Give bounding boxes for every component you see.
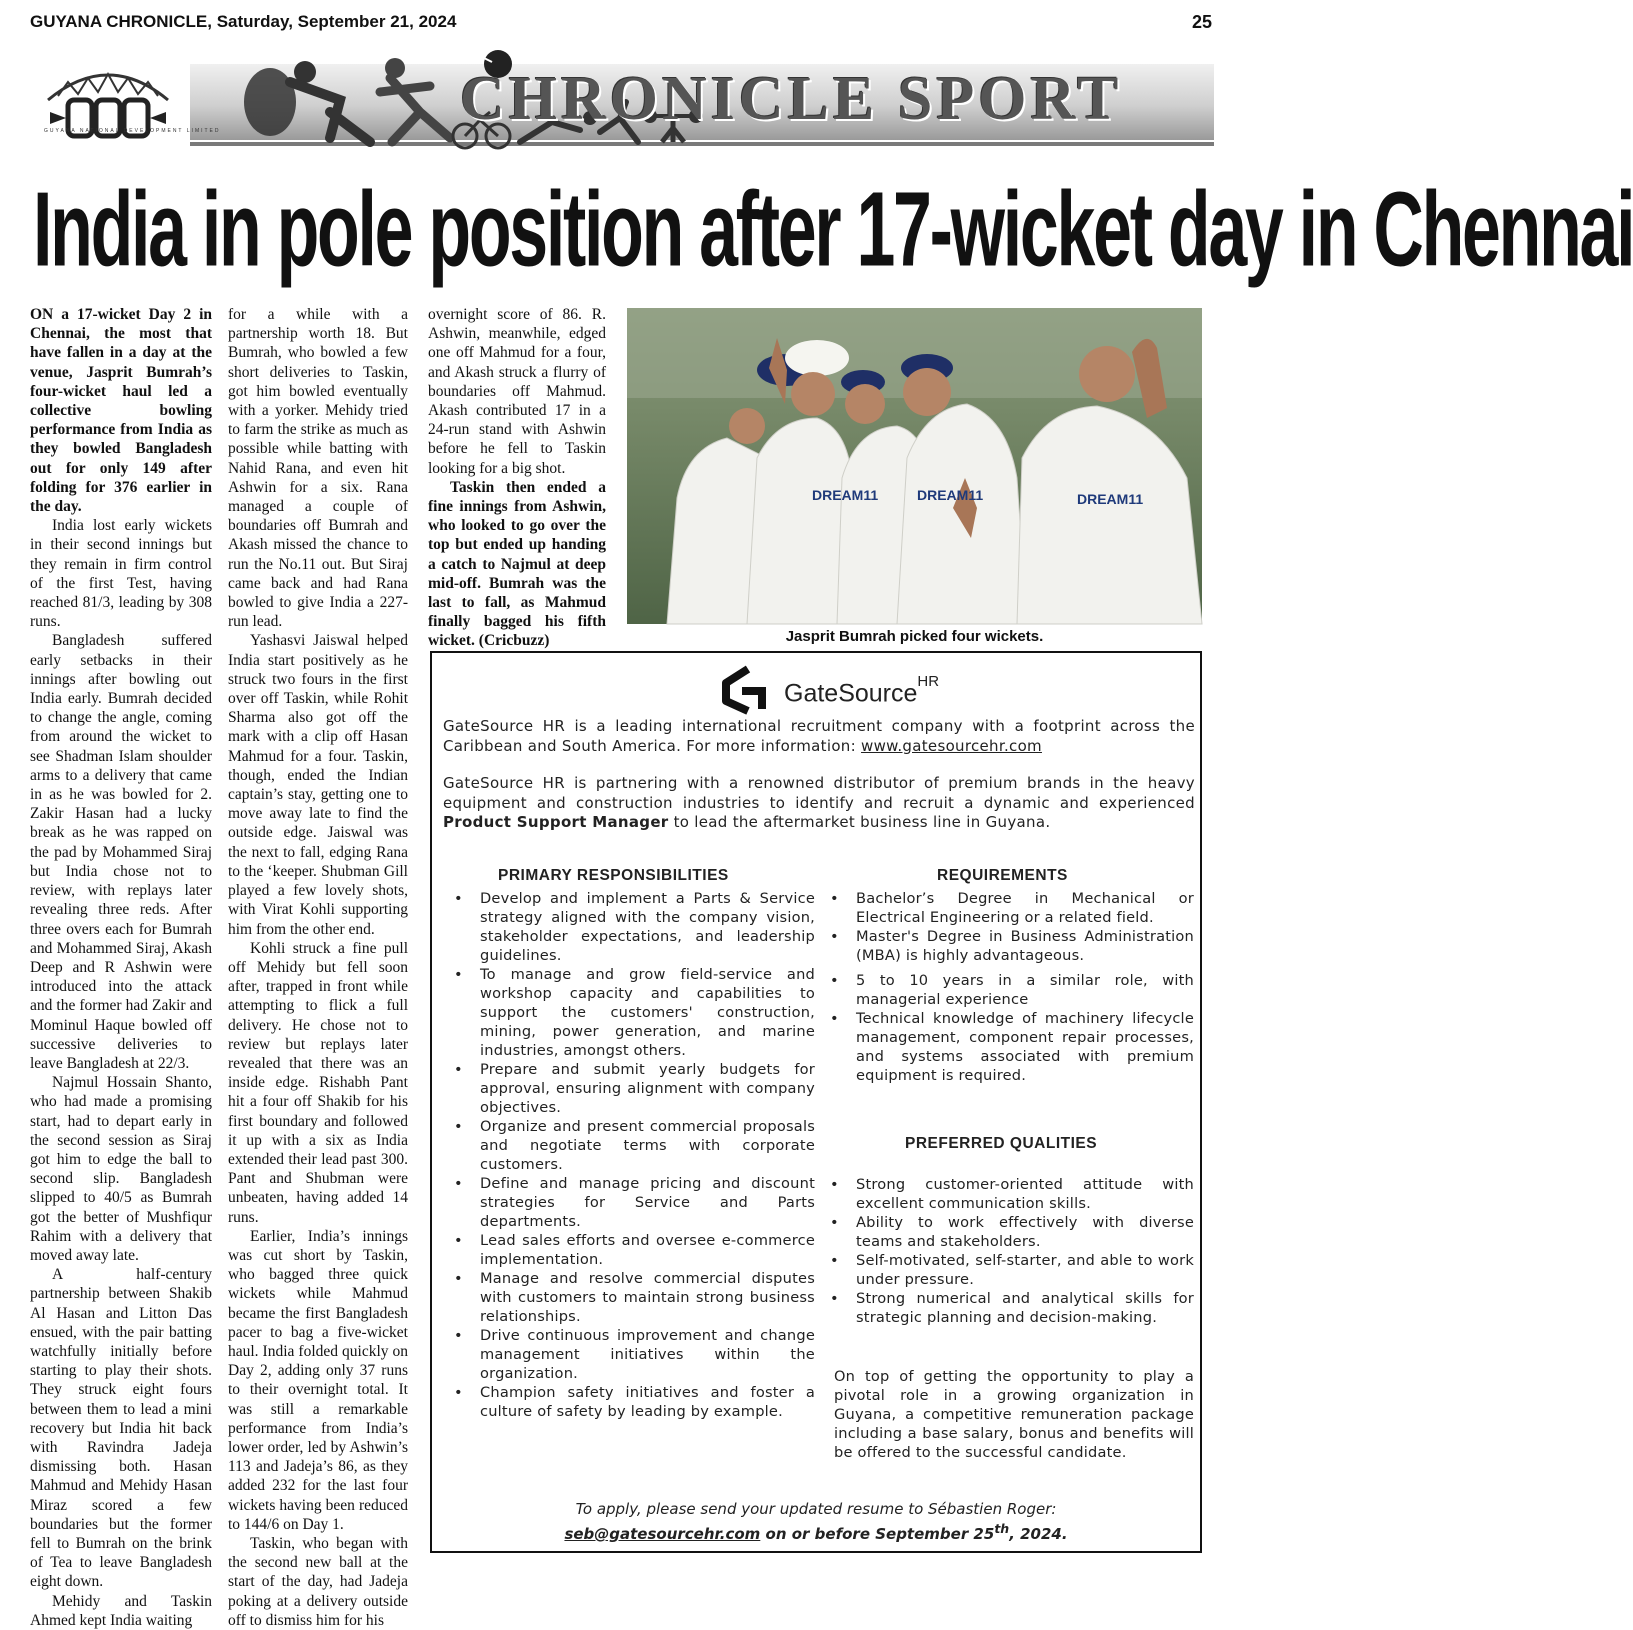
- preferred-list: [826, 1175, 1194, 1327]
- list-item: • Champion safety initiatives and foster a culture of safety by leading by example.: [450, 1383, 815, 1421]
- list-item: • Bachelor’s Degree in Mechanical or Electrical Engineering or a related field.: [826, 889, 1194, 927]
- article-paragraph: Mehidy and Taskin Ahmed kept India waiting: [30, 1592, 212, 1629]
- article-column-3: [428, 305, 606, 651]
- gatesource-brand: [784, 673, 940, 708]
- list-item: • Ability to work effectively with diverse teams and stakeholders.: [826, 1213, 1194, 1251]
- article-paragraph: Najmul Hossain Shanto, who had made a promising start, had to depart early in the second session as Siraj got him to edge the ball to second slip. Bangladesh slipped to 40/5 as Bumrah got the better of Mushfiqur Rahim with a delivery that moved away late.: [30, 1074, 212, 1264]
- list-item: • To manage and grow field-service and workshop capacity and capabilities to support the customers' construction, mining, power generation, and marine industries, amongst others.: [450, 965, 815, 1060]
- list-item: • Develop and implement a Parts & Service strategy aligned with the company vision, stakeholder expectations, and leadership guidelines.: [450, 889, 815, 965]
- gatesource-g-icon: [718, 665, 774, 713]
- para2-text: GateSource HR is partnering with a renowned distributor of premium brands in the heavy equipment and construction industries to identify and recruit a dynamic and experienced: [443, 774, 1195, 812]
- list-item: • Lead sales efforts and oversee e-commerce implementation.: [450, 1231, 815, 1269]
- article-paragraph: Yashasvi Jaiswal helped India start positively as he struck two fours in the first over off Taskin, while Rohit Sharma also got off the mark with a clip off Hasan Mahmud for a four. Taskin, though, ended the Indian captain’s stay, getting one to move away late to find the outside edge. Jaiswal was the next to fall, edging Rana to the ‘keeper. Shubman Gill played a few lovely shots, with Virat Kohli supporting him from the other end.: [228, 632, 408, 938]
- section-title: CHRONICLE SPORT: [460, 65, 1123, 133]
- logo-caption: GUYANA NATIONAL DEVELOPMENT LIMITED: [44, 128, 221, 134]
- masthead: [30, 12, 1212, 32]
- apply-deadline: on or before September 25: [760, 1525, 995, 1543]
- jersey-text: DREAM11: [812, 487, 879, 503]
- article-paragraph: Kohli struck a fine pull off Mehidy but fell soon after, trapped in front while attempting to flick a full delivery. He chose not to review but replays later revealed that there was an inside edge. Rishabh Pant hit a four off Shakib for his first boundary and followed it up with a six as India extended their lead past 300. Pant and Shubman were unbeaten, having added 14 runs.: [228, 939, 408, 1226]
- article-column-1: [30, 305, 212, 1630]
- gndl-logo-icon: [38, 60, 178, 152]
- article-paragraph: India lost early wickets in their second innings but they remain in firm control of the first Test, having reached 81/3, leading by 308 runs.: [30, 517, 212, 631]
- apply-instructions: [432, 1499, 1200, 1544]
- requirements-heading: REQUIREMENTS: [937, 867, 1068, 884]
- apply-deadline-end: , 2024.: [1009, 1525, 1068, 1543]
- page-number: 25: [1191, 12, 1212, 32]
- email-link[interactable]: seb@gatesourcehr.com: [564, 1525, 761, 1543]
- apply-line: To apply, please send your updated resume to Sébastien Roger:: [575, 1500, 1057, 1518]
- article-paragraph: ON a 17-wicket Day 2 in Chennai, the most that have fallen in a day at the venue, Jasprit Bumrah’s four-wicket haul led a collective bowling performance from India as they bowled Bangladesh out for only 149 after folding for 376 earlier in the day.: [30, 306, 212, 516]
- list-item: • Define and manage pricing and discount strategies for Service and Parts departments.: [450, 1174, 815, 1231]
- list-item: • Prepare and submit yearly budgets for approval, ensuring alignment with company objectives.: [450, 1060, 815, 1117]
- responsibilities-heading: PRIMARY RESPONSIBILITIES: [498, 867, 729, 884]
- section-banner: [30, 42, 1214, 154]
- article-paragraph: for a while with a partnership worth 18. But Bumrah, who bowled a few short deliveries to Taskin, got him bowled eventually with a yorker. Mehidy tried to farm the strike as much as possible while batting with Nahid Rana, and even hit Ashwin for a six. Rana managed a couple of boundaries off Bumrah and Akash missed the chance to run the No.11 out. But Siraj came back and had Rana bowled to give India a 227-run lead.: [228, 306, 408, 631]
- paper-date-line: GUYANA CHRONICLE, Saturday, September 21, 2024: [30, 12, 457, 31]
- article-paragraph: Bangladesh suffered early setbacks in their innings after bowling out India early. Bumrah decided to change the angle, coming from around the wicket to see Shadman Islam shoulder arms to a delivery that came in as he was bowled for 2. Zakir Hasan had a lucky break as he was rapped on the pad by Mohammed Siraj but India chose not to review, with replays later revealing three reds. After three overs each for Bumrah and Mohammed Siraj, Akash Deep and R Ashwin were introduced into the attack and the former had Zakir and Mominul Haque bowled off successive deliveries to leave Bangladesh at 22/3.: [30, 632, 212, 1072]
- list-item: • Organize and present commercial proposals and negotiate terms with corporate customers.: [450, 1117, 815, 1174]
- gatesource-advertisement: [430, 651, 1202, 1553]
- list-item: • Strong numerical and analytical skills for strategic planning and decision-making.: [826, 1289, 1194, 1327]
- brand-name: GateSource: [784, 679, 918, 708]
- list-item: • 5 to 10 years in a similar role, with managerial experience: [826, 971, 1194, 1009]
- article-paragraph: Earlier, India’s innings was cut short by Taskin, who bagged three quick wickets while Mahmud became the first Bangladesh pacer to bag a five-wicket haul. India folded quickly on Day 2, adding only 37 runs to their overnight total. It was still a remarkable performance from India’s lower order, led by Ashwin’s 113 and Jadeja’s 86, as they added 232 for the last four wickets having been reduced to 144/6 on Day 1.: [228, 1227, 408, 1533]
- article-paragraph: A half-century partnership between Shakib Al Hasan and Litton Das ensued, with the pair batting watchfully initially before starting to play their shots. They struck eight fours between them to lead a mini recovery but India hit back with Ravindra Jadeja dismissing both. Hasan Mahmud and Mehidy Hasan Miraz scored a few boundaries but the former fell to Bumrah on the brink of Tea to leave Bangladesh eight down.: [30, 1266, 212, 1591]
- headline: [0, 170, 1633, 290]
- article-column-2: [228, 305, 408, 1630]
- apply-deadline-sup: th: [994, 1521, 1010, 1536]
- list-item: • Technical knowledge of machinery lifecycle management, component repair processes, and systems associated with premium equipment is required.: [826, 1009, 1194, 1085]
- intro-text: GateSource HR is a leading international recruitment company with a footprint across the Caribbean and South America. For more information:: [443, 717, 1195, 755]
- para2-text-end: to lead the aftermarket business line in Guyana.: [668, 813, 1051, 831]
- website-link[interactable]: www.gatesourcehr.com: [861, 736, 1042, 755]
- brand-sup: HR: [917, 673, 940, 690]
- position-title: Product Support Manager: [443, 813, 669, 831]
- ad-position-paragraph: [443, 774, 1195, 833]
- photo-caption: Jasprit Bumrah picked four wickets.: [785, 628, 1044, 645]
- jersey-text: DREAM11: [1077, 491, 1144, 507]
- responsibilities-list: [450, 889, 815, 1421]
- players-celebrating-image: [627, 308, 1202, 624]
- article-paragraph: Taskin, who began with the second new ball at the start of the day, had Jadeja poking at a delivery outside off to dismiss him for his: [228, 1535, 408, 1629]
- preferred-heading: PREFERRED QUALITIES: [905, 1135, 1098, 1152]
- gatesource-logo: [718, 665, 978, 713]
- list-item: • Manage and resolve commercial disputes with customers to maintain strong business relationships.: [450, 1269, 815, 1326]
- headline-text: India in pole position after 17-wicket day in Chennai: [33, 171, 1633, 289]
- ad-closing: On top of getting the opportunity to play a pivotal role in a growing organization in Guyana, a competitive remuneration package including a base salary, bonus and benefits will be offered to the successful candidate.: [834, 1368, 1194, 1461]
- list-item: • Drive continuous improvement and change management initiatives within the organization.: [450, 1326, 815, 1383]
- article-paragraph: Taskin then ended a fine innings from Ashwin, who looked to go over the top but ended up handing a catch to Najmul at deep mid-off. Bumrah was the last to fall, as Mahmud finally bagged his fifth wicket. (Cricbuzz): [428, 478, 606, 650]
- list-item: • Master's Degree in Business Administration (MBA) is highly advantageous.: [826, 927, 1194, 965]
- article-paragraph: overnight score of 86. R. Ashwin, meanwhile, edged one off Mahmud for a four, and Akash struck a flurry of boundaries off Mahmud. Akash contributed 17 in a 24-run stand with Ashwin before he fell to Taskin looking for a big shot.: [428, 306, 606, 477]
- ad-intro: [443, 717, 1195, 756]
- list-item: • Strong customer-oriented attitude with excellent communication skills.: [826, 1175, 1194, 1213]
- jersey-text: DREAM11: [917, 487, 984, 503]
- list-item: • Self-motivated, self-starter, and able to work under pressure.: [826, 1251, 1194, 1289]
- requirements-list: [826, 889, 1194, 1085]
- cricket-team-photo: [627, 308, 1202, 624]
